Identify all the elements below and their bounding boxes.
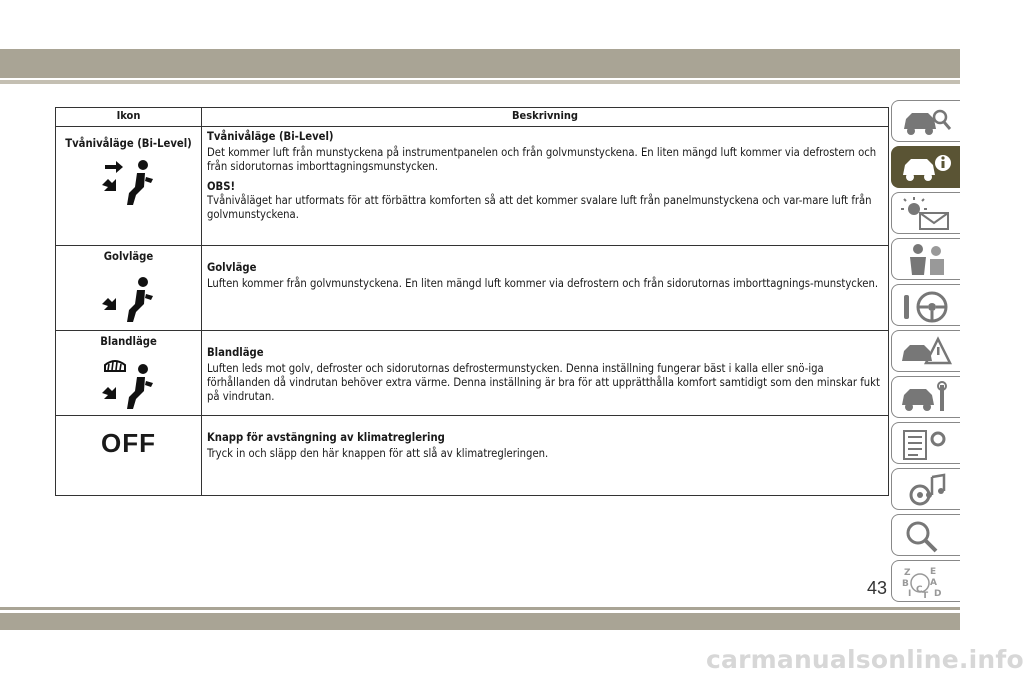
tab-multimedia[interactable]	[891, 468, 960, 510]
row-text: Luften leds mot golv, defroster och sidorutornas defrostermunstycken. Denna inställning fungerar bäst i kalla eller snö-iga förhållanden då vindrutan behöver extra värme. Denna inställning är bra för att upprätthålla komfort samtidigt som den minskar fukt på vindrutan.	[207, 362, 880, 403]
row-title: Golvläge	[207, 261, 257, 274]
icon-cell	[56, 246, 202, 331]
index-letter: T	[922, 591, 929, 601]
page-number: 43	[867, 578, 888, 598]
row-text: Tryck in och släpp den här knappen för att slå av klimatregleringen.	[207, 447, 549, 460]
description-cell	[202, 331, 889, 416]
table-row	[56, 416, 889, 496]
row-title: Tvånivåläge (Bi-Level)	[207, 130, 334, 143]
row-icon-label: Golvläge	[103, 250, 154, 263]
row-icon-label: Tvånivåläge (Bi-Level)	[65, 137, 192, 150]
header-description: Beskrivning	[202, 108, 889, 127]
tab-car-search[interactable]	[891, 100, 960, 142]
icon-cell	[56, 127, 202, 246]
index-letter: C	[916, 585, 923, 595]
row-icon-label: Blandläge	[100, 335, 157, 348]
header-band	[0, 49, 960, 78]
row-title: Blandläge	[207, 346, 264, 359]
row-text: Det kommer luft från munstyckena på instrumentpanelen och från golvmunstyckena. En liten mängd luft kommer via defrostern och från sidorutornas imborttagningsmunstycken.	[207, 146, 877, 173]
search-icon	[900, 519, 952, 553]
table-row	[56, 127, 889, 246]
bi-level-mode-icon	[99, 157, 159, 209]
description-cell	[202, 416, 889, 496]
tab-search[interactable]	[891, 514, 960, 556]
warning-light-message-icon	[900, 197, 952, 231]
row-title: Knapp för avstängning av klimatreglering	[207, 431, 445, 444]
tab-car-info[interactable]	[891, 146, 960, 188]
tab-index[interactable]	[891, 560, 960, 602]
note-title: OBS!	[207, 180, 236, 193]
tab-emergency[interactable]	[891, 330, 960, 372]
table-row	[56, 246, 889, 331]
watermark: carmanualsonline.info	[706, 645, 1024, 674]
table-row	[56, 331, 889, 416]
description-cell	[202, 127, 889, 246]
off-button-icon: OFF	[101, 428, 156, 458]
floor-mode-icon	[99, 274, 159, 326]
icon-cell	[56, 416, 202, 496]
spacer	[207, 249, 882, 261]
index-letters-icon	[900, 565, 952, 599]
icon-cell	[56, 331, 202, 416]
top-margin	[0, 0, 960, 49]
index-letter: I	[908, 589, 912, 599]
car-wrench-icon	[900, 381, 952, 415]
index-letter: E	[930, 567, 937, 577]
tab-driving[interactable]	[891, 284, 960, 326]
tab-safety[interactable]	[891, 238, 960, 280]
climate-mode-table	[55, 107, 889, 496]
footer-band	[0, 613, 960, 630]
multimedia-music-icon	[900, 473, 952, 507]
index-letter: Z	[904, 568, 911, 578]
description-cell	[202, 246, 889, 331]
index-letter: B	[902, 579, 909, 589]
tab-service[interactable]	[891, 376, 960, 418]
car-search-icon	[900, 105, 952, 139]
header-band-thin	[0, 80, 960, 84]
car-hazard-icon	[900, 335, 952, 369]
note-text: Tvånivåläget har utformats för att förbättra komforten så att det kommer svalare luft från panelmunstyckena och var-mare luft från golvmunstyckena.	[207, 194, 872, 221]
index-letter: D	[934, 589, 942, 599]
specs-list-gear-icon	[900, 427, 952, 461]
spacer	[207, 419, 882, 431]
seat-airbag-person-icon	[900, 243, 952, 277]
index-letter: A	[930, 578, 937, 588]
tab-technical-data[interactable]	[891, 422, 960, 464]
steering-wheel-icon	[900, 289, 952, 323]
tab-warning-lights[interactable]	[891, 192, 960, 234]
header-icon: Ikon	[56, 108, 202, 127]
mix-mode-icon	[99, 355, 159, 411]
row-text: Luften kommer från golvmunstyckena. En liten mängd luft kommer via defrostern och från sidorutornas imborttagnings-munstycken.	[207, 277, 879, 290]
footer-line	[0, 607, 960, 610]
car-info-icon	[900, 151, 952, 185]
spacer	[207, 334, 882, 346]
table-header-row	[56, 108, 889, 127]
